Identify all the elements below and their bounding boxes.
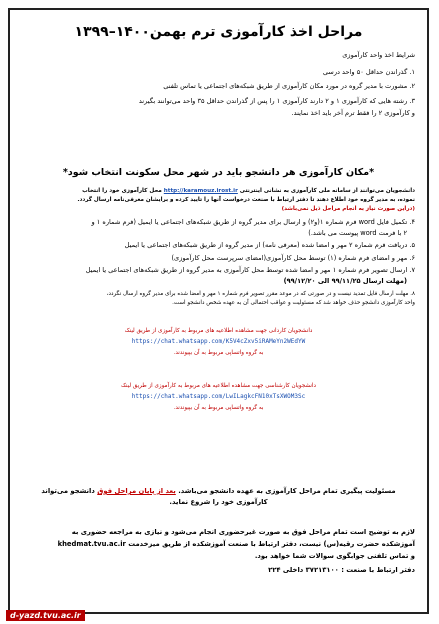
step-line: ۸. مهلت ارسال فایل تمدید نیست و در صورتی که در موعد مقرر تصویر فرم شماره ۱ مهر و امضا شده برای مدیر گروه ارسال نگردد، bbox=[106, 291, 415, 297]
final-line2: آموزشکده حضرت رقیه(س) نیست، دفتر ارتباط با صنعت آموزشکده از طریق میزخدمت bbox=[128, 540, 415, 548]
group-join: به گروه واتساپی مربوط به آن بپیوندند. bbox=[173, 350, 264, 356]
responsibility-section bbox=[22, 486, 415, 508]
step-line: ۲ با فرمت word پیوست می باشد.) bbox=[308, 228, 407, 237]
final-line: لازم به توضیح است تمام مراحل فوق به صورت غیرحضوری انجام می‌شود و نیازی به مراجعه حضوری به bbox=[71, 528, 415, 536]
condition-item: و کارآموزی ۲ را فقط ترم آخر باید اخذ نمایند. bbox=[291, 109, 415, 117]
responsibility-line2: کارآموزی خود را شروع نماید. bbox=[169, 498, 268, 506]
service-site[interactable]: khedmat.tvu.ac.ir bbox=[57, 540, 126, 548]
step-line: ۷. ارسال تصویر فرم شماره ۱ مهر و امضا شده توسط محل کارآموزی به مدیر گروه از طریق شبکه‌های اجتماعی یا ایمیل bbox=[85, 266, 415, 274]
final-section bbox=[22, 526, 415, 576]
portal-line1-pre: دانشجویان می‌توانند از سامانه ملی کارآموزی به نشانی اینترنتی bbox=[239, 188, 415, 194]
step-line: (مهلت ارسال ۹۹/۱۱/۲۵ الی ۹۹/۱۲/۲۰) bbox=[283, 276, 407, 285]
final-line: و تماس تلفنی جوابگوی سوالات شما خواهد بود. bbox=[254, 552, 415, 560]
whatsapp-group-1 bbox=[22, 327, 415, 356]
step-line: واحد کارآموزی دانشجو حذف خواهد شد که مسئولیت و عواقب احتمالی آن به عهده شخص دانشجو است. bbox=[172, 300, 415, 306]
group-caption: دانشجویان کاردانی جهت مشاهده اطلاعیه های مربوط به کارآموزی از طریق لینک bbox=[124, 328, 313, 334]
responsibility-emphasis: بعد از پایان مراحل فوق bbox=[97, 487, 176, 495]
portal-note: (دراین صورت نیاز به انجام مراحل ذیل نمی‌باشد) bbox=[281, 206, 415, 212]
step-line: ۶. مهر و امضای فرم شماره (۱) توسط محل کارآموزی(امضای سرپرست محل کارآموزی) bbox=[171, 253, 415, 262]
group-link[interactable]: https://chat.whatsapp.com/K5V4cZxv5iRAMeYn2WEdYW bbox=[131, 338, 306, 345]
step-line: ۵. دریافت فرم شماره ۲ مهر و امضا شده (معرفی نامه) از مدیر گروه از طریق شبکه‌های اجتماعی یا ایمیل bbox=[124, 241, 415, 249]
condition-item: ۱. گذراندن حداقل ۵۰ واحد درسی bbox=[322, 67, 415, 76]
document-page bbox=[8, 8, 429, 614]
conditions-heading: شرایط اخذ واحد کارآموزی bbox=[342, 51, 415, 59]
group-join: به گروه واتساپی مربوط به آن بپیوندند. bbox=[173, 405, 264, 411]
responsibility-post: دانشجو می‌تواند bbox=[41, 487, 95, 495]
portal-line2: نموده، به مدیر گروه خود اطلاع دهند تا دفتر ارتباط با صنعت درخواست آنها را تایید کرده و برایشان معرفی‌نامه ارسال گردد. bbox=[77, 197, 415, 203]
condition-item: ۳. رشته هایی که کارآموزی ۱ و ۲ دارند کارآموزی ۱ را پس از گذراندن حداقل ۳۵ واحد می‌توانند بگیرند bbox=[138, 96, 415, 105]
conditions-section bbox=[22, 50, 415, 119]
location-heading: *مکان کارآموزی هر دانشجو باید در شهر محل سکونت انتخاب شود* bbox=[62, 167, 375, 178]
site-watermark: d-yazd.tvu.ac.ir bbox=[6, 610, 85, 621]
group-caption: دانشجویان کارشناسی جهت مشاهده اطلاعیه های مربوط به کارآموزی از طریق لینک bbox=[121, 383, 316, 389]
group-link[interactable]: https://chat.whatsapp.com/LwILagkcFN10xTsXWOM3Sc bbox=[131, 393, 306, 400]
responsibility-pre: مسئولیت پیگیری تمام مراحل کارآموزی به عهده دانشجو می‌باشد. bbox=[178, 487, 396, 495]
portal-link[interactable]: http://karamouz.irost.ir bbox=[163, 188, 238, 194]
steps-section bbox=[22, 217, 415, 308]
condition-item: ۲. مشورت با مدیر گروه در مورد مکان کارآموزی از طریق شبکه‌های اجتماعی یا تماس تلفنی bbox=[163, 82, 415, 90]
whatsapp-group-2 bbox=[22, 382, 415, 411]
portal-line1-post: محل کارآموزی خود را انتخاب bbox=[82, 188, 162, 194]
portal-section bbox=[22, 187, 415, 214]
step-line: ۴. تکمیل فایل word فرم شماره ۱(و۲) و ارسال برای مدیر گروه از طریق شبکه‌های اجتماعی یا ایمیل (فرم شماره ۱ و bbox=[91, 218, 415, 226]
page-title: مراحل اخذ کارآموزی ترم بهمن۱۴۰۰–۱۳۹۹ bbox=[74, 24, 363, 40]
contact-phone: دفتر ارتباط با صنعت : ۳۷۲۱۳۱۰۰ داخلی ۲۲۴ bbox=[268, 566, 415, 574]
